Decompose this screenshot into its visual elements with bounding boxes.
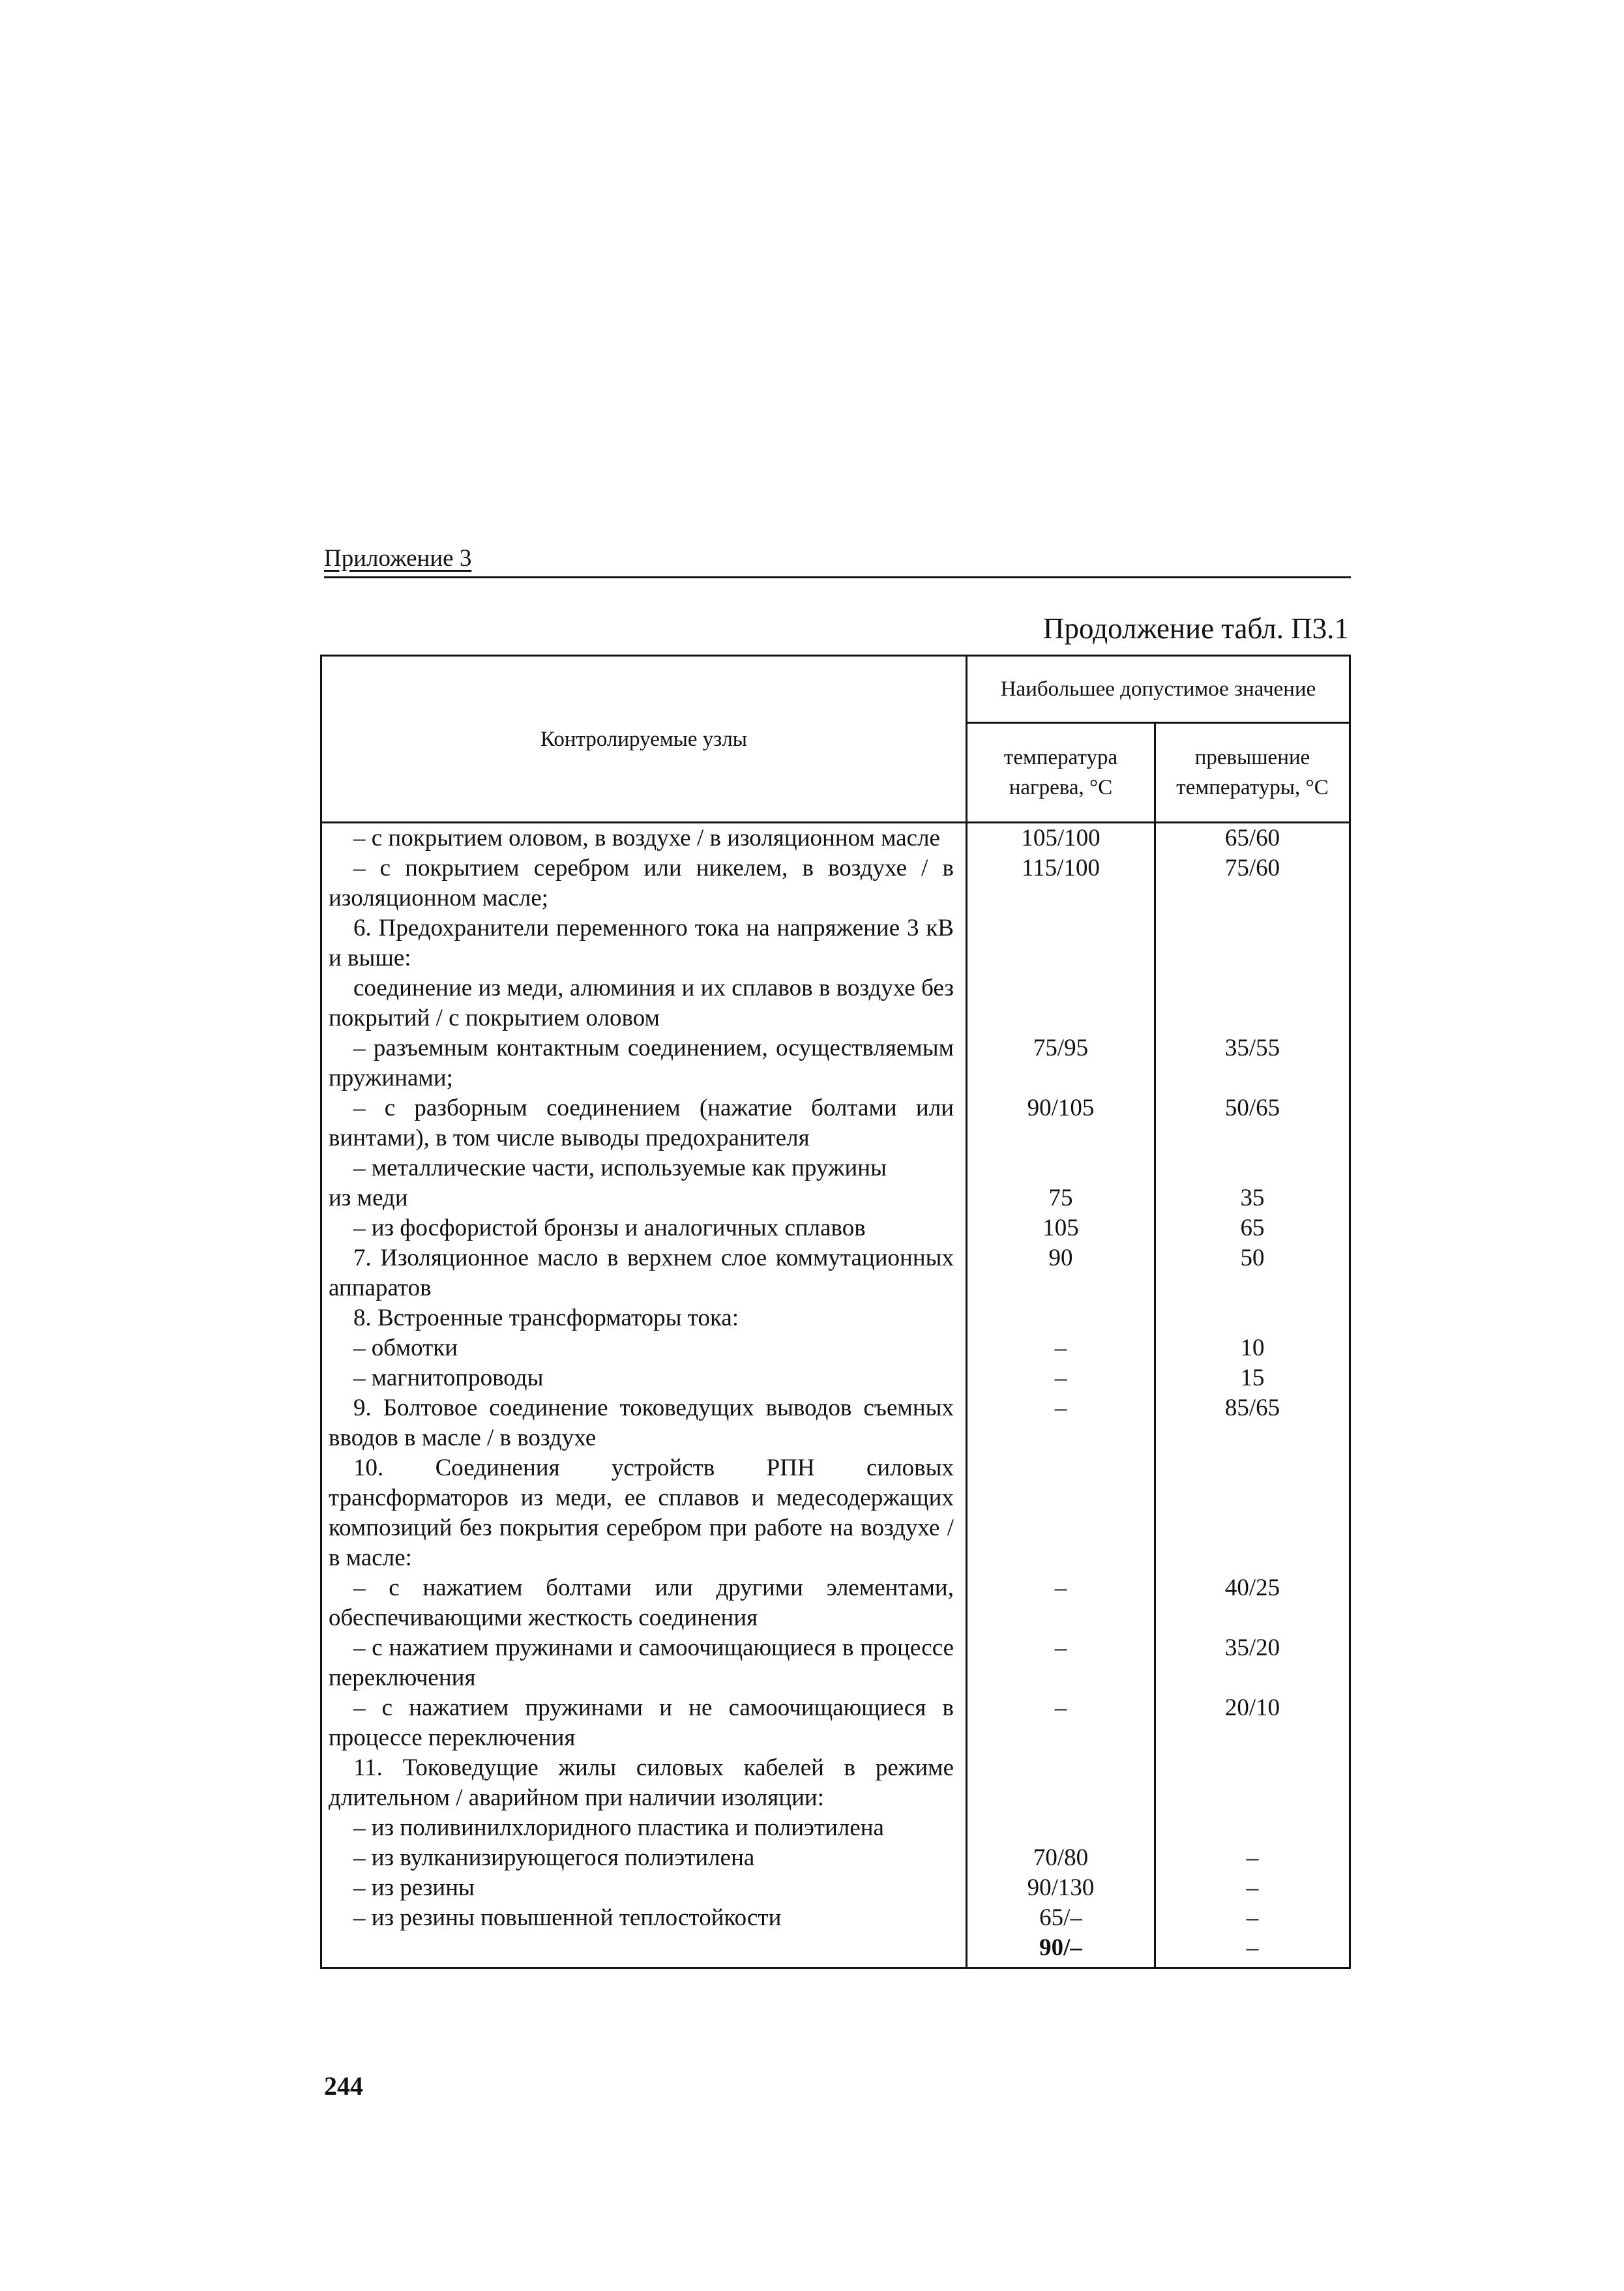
row-node-text: – магнитопроводы [353, 1365, 544, 1391]
row-node-cell [321, 1753, 967, 1813]
row-node-cell [321, 1633, 967, 1693]
row-rise-value: 10 [1155, 1333, 1350, 1363]
row-temp-value [967, 1453, 1155, 1573]
row-rise-value: 35/55 [1155, 1033, 1350, 1093]
page-number: 244 [324, 2071, 363, 2101]
row-node-cell [321, 1573, 967, 1633]
row-rise-value [1155, 1303, 1350, 1333]
row-rise-value: 20/10 [1155, 1693, 1350, 1753]
running-head [324, 542, 1351, 578]
row-node-cell [321, 1093, 967, 1153]
row-node-text: – разъемным контактным соединением, осуществляемым пружинами; [329, 1035, 954, 1091]
row-rise-value: – [1155, 1903, 1350, 1933]
row-rise-value: 50/65 [1155, 1093, 1350, 1153]
row-temp-value: 90/– [967, 1933, 1155, 1968]
row-temp-value: 90/130 [967, 1873, 1155, 1903]
row-node-cell [321, 1363, 967, 1393]
row-node-text: 6. Предохранители переменного тока на напряжение 3 кВ и выше: [329, 915, 954, 971]
row-temp-value [967, 1813, 1155, 1843]
row-rise-value [1155, 973, 1350, 1033]
row-node-text: 11. Токоведущие жилы силовых кабелей в режиме длительном / аварийном при наличии изоляции: [329, 1754, 954, 1811]
row-rise-value: – [1155, 1933, 1350, 1968]
row-temp-value: – [967, 1573, 1155, 1633]
table-caption: Продолжение табл. П3.1 [1043, 612, 1349, 645]
row-rise-value: 35 [1155, 1183, 1350, 1213]
table-row [321, 1753, 1350, 1813]
row-node-cell [321, 823, 967, 854]
row-rise-value: 15 [1155, 1363, 1350, 1393]
header-nodes: Контролируемые узлы [321, 656, 967, 823]
row-node-cell [321, 1333, 967, 1363]
row-rise-value [1155, 913, 1350, 973]
row-node-cell [321, 1243, 967, 1303]
row-rise-value [1155, 1753, 1350, 1813]
table-row [321, 1393, 1350, 1453]
row-node-text: – из фосфористой бронзы и аналогичных сплавов [353, 1215, 866, 1241]
row-node-text: – с нажатием пружинами и не самоочищающиеся в процессе переключения [329, 1694, 954, 1751]
row-node-text: соединение из меди, алюминия и их сплавов в воздухе без покрытий / с покрытием оловом [329, 975, 954, 1031]
header-group: Наибольшее допустимое значение [967, 656, 1350, 723]
row-node-cell [321, 973, 967, 1033]
row-rise-value: 65/60 [1155, 823, 1350, 854]
row-node-text [329, 1933, 954, 1963]
table-row [321, 1573, 1350, 1633]
row-node-text: – с разборным соединением (нажатие болтами или винтами), в том числе выводы предохранителя [329, 1095, 954, 1151]
row-temp-value: – [967, 1333, 1155, 1363]
row-node-text: 9. Болтовое соединение токоведущих выводов съемных вводов в масле / в воздухе [329, 1395, 954, 1451]
row-node-cell [321, 1933, 967, 1968]
row-node-cell [321, 1033, 967, 1093]
table-row [321, 1183, 1350, 1213]
table-body [321, 823, 1350, 1968]
table-row [321, 1903, 1350, 1933]
row-rise-value: 65 [1155, 1213, 1350, 1243]
row-temp-value [967, 1753, 1155, 1813]
row-node-cell [321, 1153, 967, 1183]
row-node-cell [321, 1183, 967, 1213]
table-row [321, 1303, 1350, 1333]
row-node-cell [321, 853, 967, 913]
row-node-text: из меди [329, 1185, 408, 1211]
table-row [321, 1243, 1350, 1303]
table-row [321, 1333, 1350, 1363]
row-node-text: – с покрытием оловом, в воздухе / в изоляционном масле [353, 825, 940, 851]
header-rise: превышение температуры, °С [1155, 723, 1350, 823]
table-row [321, 1843, 1350, 1873]
table-header [321, 656, 1350, 823]
row-node-text: – из резины [353, 1874, 475, 1901]
row-node-cell [321, 1873, 967, 1903]
row-temp-value [967, 1303, 1155, 1333]
row-node-cell [321, 1213, 967, 1243]
table-row [321, 823, 1350, 854]
row-rise-value: – [1155, 1843, 1350, 1873]
row-temp-value: 115/100 [967, 853, 1155, 913]
row-node-cell [321, 1303, 967, 1333]
table-row [321, 1933, 1350, 1968]
row-rise-value: – [1155, 1873, 1350, 1903]
table-row [321, 913, 1350, 973]
row-temp-value: 75 [967, 1183, 1155, 1213]
row-node-cell [321, 1693, 967, 1753]
row-temp-value [967, 1153, 1155, 1183]
row-temp-value: 70/80 [967, 1843, 1155, 1873]
row-temp-value: – [967, 1363, 1155, 1393]
row-rise-value [1155, 1453, 1350, 1573]
row-rise-value: 75/60 [1155, 853, 1350, 913]
row-node-cell [321, 1843, 967, 1873]
row-temp-value: – [967, 1393, 1155, 1453]
row-node-text: 10. Соединения устройств РПН силовых трансформаторов из меди, ее сплавов и медесодержащих композиций без покрытия серебром при работе на воздухе / в масле: [329, 1455, 954, 1571]
table-row [321, 1813, 1350, 1843]
row-rise-value: 85/65 [1155, 1393, 1350, 1453]
row-node-cell [321, 1393, 967, 1453]
row-rise-value [1155, 1153, 1350, 1183]
row-rise-value: 40/25 [1155, 1573, 1350, 1633]
row-node-text: – из поливинилхлоридного пластика и полиэтилена [353, 1814, 884, 1841]
row-rise-value: 50 [1155, 1243, 1350, 1303]
row-node-cell [321, 913, 967, 973]
table-row [321, 1033, 1350, 1093]
row-node-text: – из резины повышенной теплостойкости [353, 1904, 782, 1931]
row-node-text: 7. Изоляционное масло в верхнем слое коммутационных аппаратов [329, 1245, 954, 1301]
row-node-text: – с нажатием болтами или другими элементами, обеспечивающими жесткость соединения [329, 1574, 954, 1631]
row-node-text: – с нажатием пружинами и самоочищающиеся в процессе переключения [329, 1634, 954, 1691]
table-row [321, 973, 1350, 1033]
table-row [321, 1693, 1350, 1753]
row-temp-value: 65/– [967, 1903, 1155, 1933]
row-temp-value: – [967, 1633, 1155, 1693]
row-node-text: – металлические части, используемые как пружины [353, 1155, 887, 1181]
row-temp-value: 90/105 [967, 1093, 1155, 1153]
row-temp-value [967, 913, 1155, 973]
row-node-text: – с покрытием серебром или никелем, в воздухе / в изоляционном масле; [329, 855, 954, 911]
row-rise-value [1155, 1813, 1350, 1843]
row-node-cell [321, 1813, 967, 1843]
row-node-cell [321, 1903, 967, 1933]
table-row [321, 1873, 1350, 1903]
row-temp-value: 75/95 [967, 1033, 1155, 1093]
row-temp-value: 90 [967, 1243, 1155, 1303]
row-rise-value: 35/20 [1155, 1633, 1350, 1693]
table-row [321, 1363, 1350, 1393]
table-row [321, 1153, 1350, 1183]
row-node-text: – из вулканизирующегося полиэтилена [353, 1844, 755, 1871]
table-row [321, 1213, 1350, 1243]
row-temp-value [967, 973, 1155, 1033]
table-row [321, 1453, 1350, 1573]
running-head-text: Приложение 3 [324, 545, 472, 572]
table-row [321, 853, 1350, 913]
row-temp-value: 105 [967, 1213, 1155, 1243]
row-node-text: 8. Встроенные трансформаторы тока: [353, 1305, 739, 1331]
row-temp-value: 105/100 [967, 823, 1155, 854]
row-temp-value: – [967, 1693, 1155, 1753]
data-table [320, 655, 1351, 1969]
header-temp: температура нагрева, °С [967, 723, 1155, 823]
row-node-cell [321, 1453, 967, 1573]
table-row [321, 1633, 1350, 1693]
row-node-text: – обмотки [353, 1335, 458, 1361]
table-row [321, 1093, 1350, 1153]
